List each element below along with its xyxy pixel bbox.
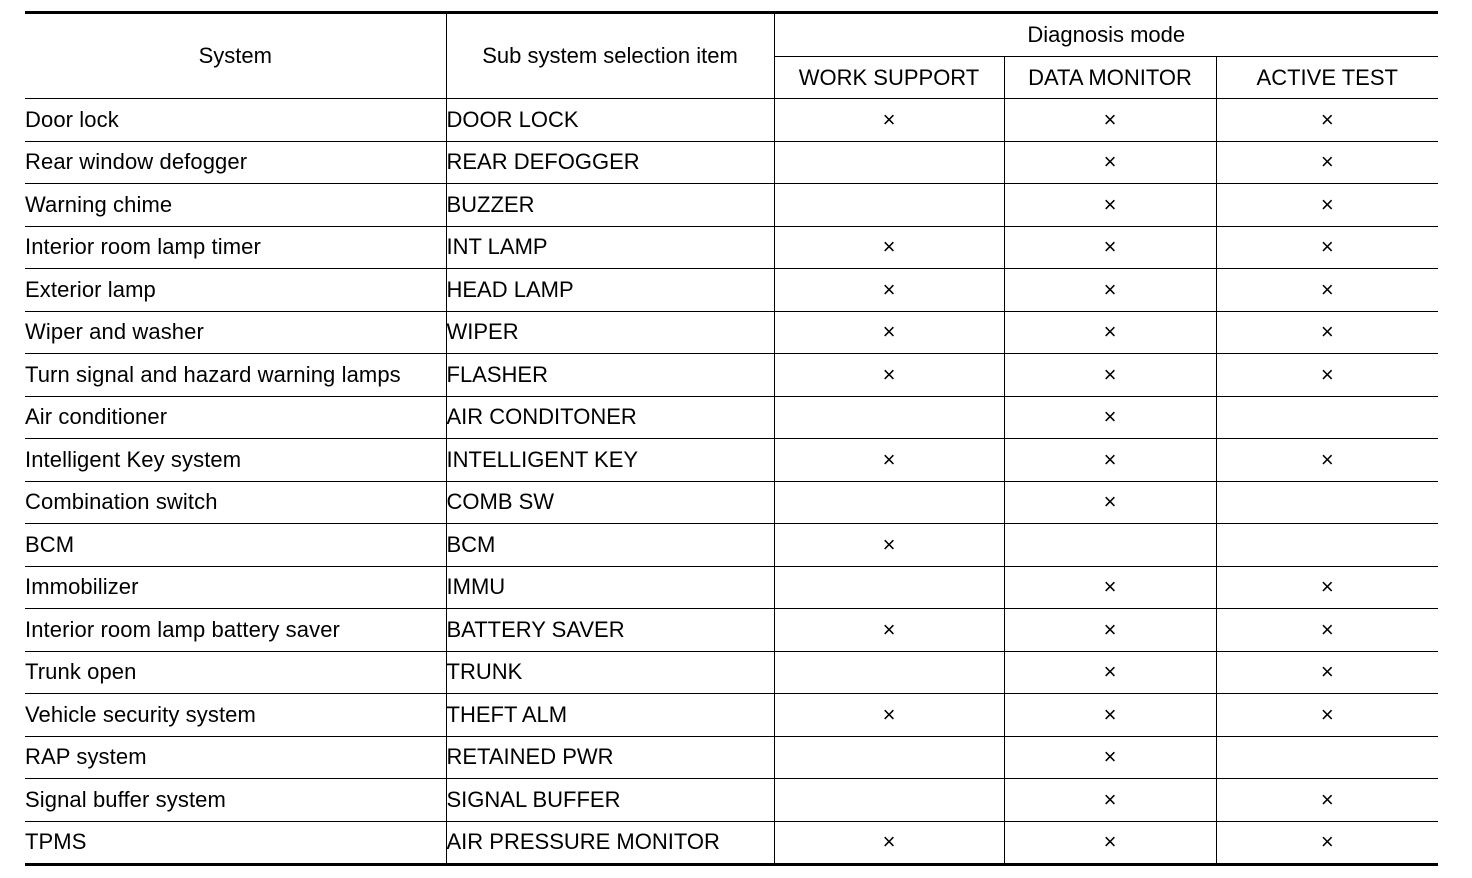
table-header bbox=[25, 13, 1438, 99]
work-support-mark bbox=[774, 779, 1004, 822]
work-support-mark: × bbox=[774, 609, 1004, 652]
system-cell: Interior room lamp battery saver bbox=[25, 609, 446, 652]
data-monitor-mark: × bbox=[1004, 354, 1216, 397]
active-test-mark: × bbox=[1216, 354, 1438, 397]
system-cell: Wiper and washer bbox=[25, 311, 446, 354]
subsystem-cell: INTELLIGENT KEY bbox=[446, 439, 774, 482]
system-cell: Interior room lamp timer bbox=[25, 226, 446, 269]
table-row bbox=[25, 524, 1438, 567]
work-support-mark: × bbox=[774, 226, 1004, 269]
table-row bbox=[25, 184, 1438, 227]
subsystem-cell: REAR DEFOGGER bbox=[446, 141, 774, 184]
system-cell: Combination switch bbox=[25, 481, 446, 524]
work-support-mark bbox=[774, 566, 1004, 609]
table-row bbox=[25, 226, 1438, 269]
active-test-mark bbox=[1216, 736, 1438, 779]
subsystem-cell: DOOR LOCK bbox=[446, 99, 774, 142]
active-test-mark: × bbox=[1216, 226, 1438, 269]
data-monitor-mark: × bbox=[1004, 439, 1216, 482]
work-support-mark: × bbox=[774, 354, 1004, 397]
data-monitor-mark: × bbox=[1004, 99, 1216, 142]
system-cell: Vehicle security system bbox=[25, 694, 446, 737]
table-row bbox=[25, 481, 1438, 524]
system-cell: Intelligent Key system bbox=[25, 439, 446, 482]
work-support-mark: × bbox=[774, 439, 1004, 482]
work-support-mark: × bbox=[774, 694, 1004, 737]
table-row bbox=[25, 311, 1438, 354]
table-row bbox=[25, 779, 1438, 822]
data-monitor-mark: × bbox=[1004, 396, 1216, 439]
work-support-mark bbox=[774, 481, 1004, 524]
work-support-mark: × bbox=[774, 524, 1004, 567]
active-test-mark: × bbox=[1216, 566, 1438, 609]
active-test-mark: × bbox=[1216, 269, 1438, 312]
data-monitor-mark: × bbox=[1004, 481, 1216, 524]
system-cell: RAP system bbox=[25, 736, 446, 779]
subsystem-cell: TRUNK bbox=[446, 651, 774, 694]
system-cell: Door lock bbox=[25, 99, 446, 142]
data-monitor-mark bbox=[1004, 524, 1216, 567]
work-support-mark: × bbox=[774, 311, 1004, 354]
table-row bbox=[25, 141, 1438, 184]
subsystem-cell: HEAD LAMP bbox=[446, 269, 774, 312]
data-monitor-mark: × bbox=[1004, 779, 1216, 822]
table-row bbox=[25, 396, 1438, 439]
subsystem-cell: IMMU bbox=[446, 566, 774, 609]
work-support-mark: × bbox=[774, 821, 1004, 865]
table-row bbox=[25, 736, 1438, 779]
data-monitor-mark: × bbox=[1004, 566, 1216, 609]
data-monitor-mark: × bbox=[1004, 226, 1216, 269]
subsystem-cell: WIPER bbox=[446, 311, 774, 354]
header-subsystem: Sub system selection item bbox=[446, 13, 774, 99]
subsystem-cell: SIGNAL BUFFER bbox=[446, 779, 774, 822]
system-cell: TPMS bbox=[25, 821, 446, 865]
table-body bbox=[25, 99, 1438, 865]
table-row bbox=[25, 566, 1438, 609]
data-monitor-mark: × bbox=[1004, 821, 1216, 865]
data-monitor-mark: × bbox=[1004, 609, 1216, 652]
active-test-mark: × bbox=[1216, 651, 1438, 694]
header-system: System bbox=[25, 13, 446, 99]
subsystem-cell: RETAINED PWR bbox=[446, 736, 774, 779]
table-row bbox=[25, 99, 1438, 142]
active-test-mark bbox=[1216, 524, 1438, 567]
table-row bbox=[25, 269, 1438, 312]
subsystem-cell: BCM bbox=[446, 524, 774, 567]
header-work-support: WORK SUPPORT bbox=[774, 57, 1004, 99]
active-test-mark: × bbox=[1216, 779, 1438, 822]
subsystem-cell: BATTERY SAVER bbox=[446, 609, 774, 652]
work-support-mark bbox=[774, 141, 1004, 184]
diagnosis-mode-table bbox=[25, 11, 1438, 866]
table-row bbox=[25, 354, 1438, 397]
active-test-mark bbox=[1216, 481, 1438, 524]
system-cell: Turn signal and hazard warning lamps bbox=[25, 354, 446, 397]
data-monitor-mark: × bbox=[1004, 736, 1216, 779]
subsystem-cell: COMB SW bbox=[446, 481, 774, 524]
header-diagnosis-mode: Diagnosis mode bbox=[774, 13, 1438, 57]
active-test-mark: × bbox=[1216, 821, 1438, 865]
data-monitor-mark: × bbox=[1004, 311, 1216, 354]
data-monitor-mark: × bbox=[1004, 269, 1216, 312]
header-data-monitor: DATA MONITOR bbox=[1004, 57, 1216, 99]
active-test-mark: × bbox=[1216, 609, 1438, 652]
active-test-mark: × bbox=[1216, 439, 1438, 482]
system-cell: Rear window defogger bbox=[25, 141, 446, 184]
system-cell: BCM bbox=[25, 524, 446, 567]
subsystem-cell: AIR CONDITONER bbox=[446, 396, 774, 439]
system-cell: Air conditioner bbox=[25, 396, 446, 439]
table-row bbox=[25, 651, 1438, 694]
table-row bbox=[25, 694, 1438, 737]
subsystem-cell: THEFT ALM bbox=[446, 694, 774, 737]
system-cell: Warning chime bbox=[25, 184, 446, 227]
system-cell: Immobilizer bbox=[25, 566, 446, 609]
active-test-mark bbox=[1216, 396, 1438, 439]
data-monitor-mark: × bbox=[1004, 184, 1216, 227]
work-support-mark: × bbox=[774, 99, 1004, 142]
table-row bbox=[25, 609, 1438, 652]
active-test-mark: × bbox=[1216, 184, 1438, 227]
active-test-mark: × bbox=[1216, 694, 1438, 737]
work-support-mark bbox=[774, 736, 1004, 779]
data-monitor-mark: × bbox=[1004, 141, 1216, 184]
header-active-test: ACTIVE TEST bbox=[1216, 57, 1438, 99]
subsystem-cell: BUZZER bbox=[446, 184, 774, 227]
work-support-mark bbox=[774, 651, 1004, 694]
work-support-mark bbox=[774, 396, 1004, 439]
header-row-top bbox=[25, 13, 1438, 57]
system-cell: Exterior lamp bbox=[25, 269, 446, 312]
work-support-mark: × bbox=[774, 269, 1004, 312]
subsystem-cell: INT LAMP bbox=[446, 226, 774, 269]
system-cell: Trunk open bbox=[25, 651, 446, 694]
subsystem-cell: AIR PRESSURE MONITOR bbox=[446, 821, 774, 865]
active-test-mark: × bbox=[1216, 311, 1438, 354]
work-support-mark bbox=[774, 184, 1004, 227]
system-cell: Signal buffer system bbox=[25, 779, 446, 822]
data-monitor-mark: × bbox=[1004, 651, 1216, 694]
table-row bbox=[25, 439, 1438, 482]
active-test-mark: × bbox=[1216, 141, 1438, 184]
active-test-mark: × bbox=[1216, 99, 1438, 142]
table-row bbox=[25, 821, 1438, 865]
data-monitor-mark: × bbox=[1004, 694, 1216, 737]
subsystem-cell: FLASHER bbox=[446, 354, 774, 397]
